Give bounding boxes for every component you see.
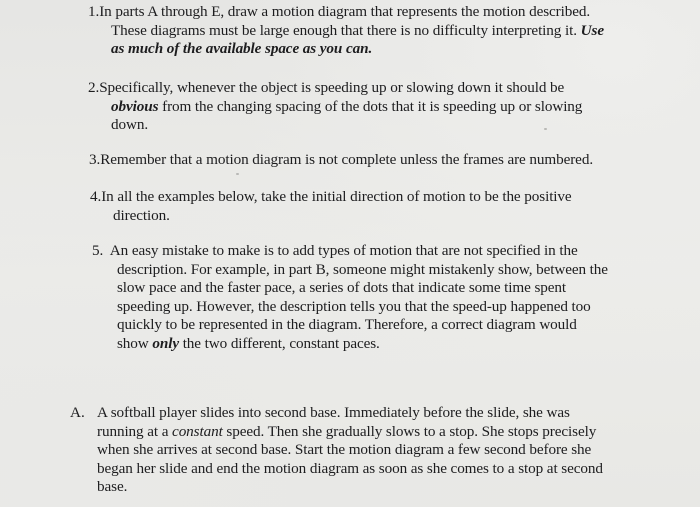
instruction-item-3 xyxy=(89,151,593,170)
emphasis-text: only xyxy=(152,334,179,352)
item-text-line: description. For example, in part B, someone might mistakenly show, between the xyxy=(117,260,608,278)
part-a-line: began her slide and end the motion diagram as soon as she comes to a stop at second xyxy=(97,459,603,477)
item-text-line: In parts A through E, draw a motion diagram that represents the motion described. xyxy=(99,3,591,20)
item-text-line: Remember that a motion diagram is not complete unless the frames are numbered. xyxy=(100,151,594,168)
emphasis-text: as much of the available space as you can. xyxy=(111,40,373,57)
item-text-line: In all the examples below, take the initial direction of motion to be the positive xyxy=(101,188,572,205)
item-text-line: quickly to be represented in the diagram. Therefore, a correct diagram would xyxy=(117,316,577,333)
item-text-line: Specifically, whenever the object is speeding up or slowing down it should be xyxy=(99,79,565,96)
part-a-text xyxy=(97,404,603,497)
item-text-line: down. xyxy=(111,116,149,133)
item-text-line: show xyxy=(117,334,149,352)
item-number: 5. xyxy=(92,242,104,259)
item-text-line: speeding up. However, the description tells you that the speed-up happened too xyxy=(117,297,591,315)
paper-speck xyxy=(544,128,547,130)
instruction-item-5 xyxy=(92,242,608,353)
instruction-item-2 xyxy=(88,79,582,135)
item-number: 1. xyxy=(88,3,100,20)
part-a-line: A softball player slides into second base. Immediately before the slide, she was xyxy=(97,404,570,421)
part-a-line: speed. Then she gradually slows to a stop. She stops precisely xyxy=(226,422,597,440)
part-a-line: running at a xyxy=(97,422,169,440)
emphasis-text: constant xyxy=(172,422,223,440)
emphasis-text: Use xyxy=(580,21,604,39)
instruction-item-4 xyxy=(90,188,572,225)
item-text-line: These diagrams must be large enough that there is no difficulty interpreting it. xyxy=(111,21,577,39)
item-number: 3. xyxy=(89,151,101,168)
item-text-line: An easy mistake to make is to add types of motion that are not specified in the xyxy=(109,242,578,259)
instruction-item-1 xyxy=(88,3,604,59)
emphasis-text: obvious xyxy=(111,97,159,115)
part-a-label: A. xyxy=(70,404,85,421)
item-text-line: from the changing spacing of the dots that it is speeding up or slowing xyxy=(162,97,583,115)
paper-speck xyxy=(236,173,239,175)
item-number: 2. xyxy=(88,79,100,96)
item-text-line: slow pace and the faster pace, a series of dots that indicate some time spent xyxy=(117,279,567,296)
part-a-line: when she arrives at second base. Start the motion diagram a few second before she xyxy=(97,441,592,458)
item-number: 4. xyxy=(90,188,102,205)
part-a-line: base. xyxy=(97,478,128,495)
item-text-line: direction. xyxy=(113,206,170,224)
item-text-line: the two different, constant paces. xyxy=(182,334,380,352)
